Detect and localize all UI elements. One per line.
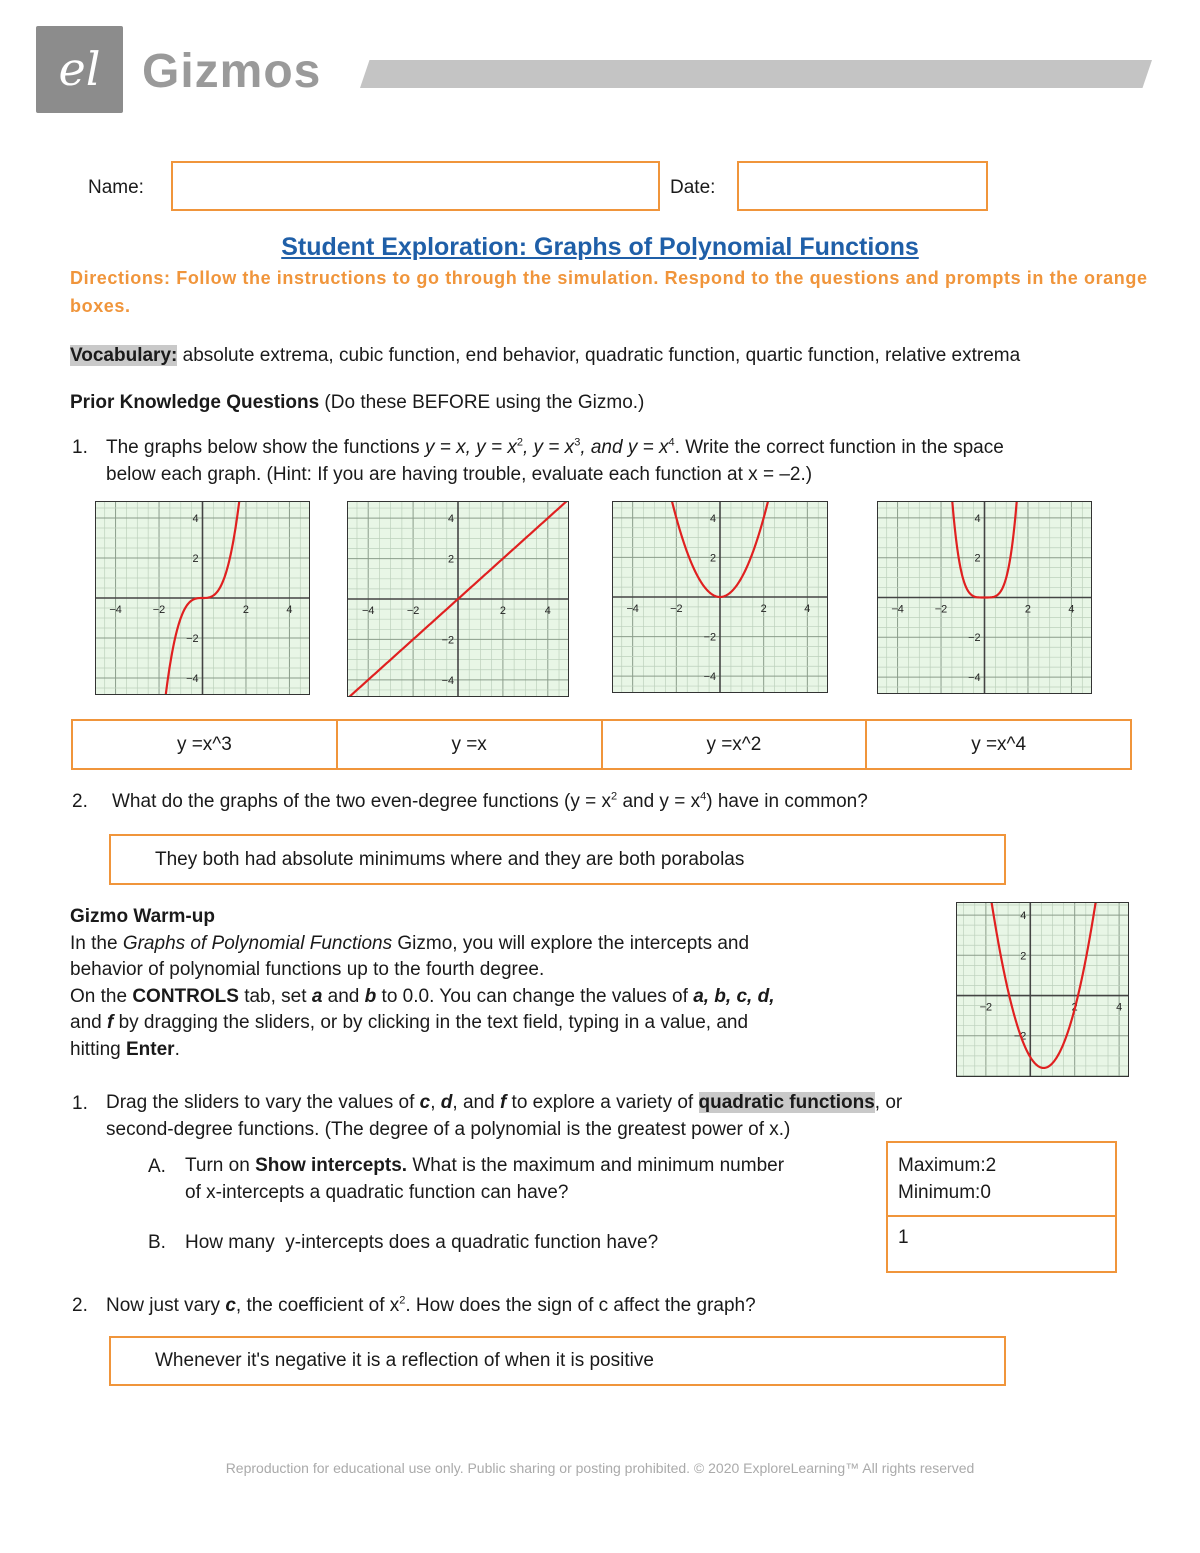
x-tick-label: −4 — [891, 603, 904, 616]
y-tick-label: 2 — [192, 552, 199, 565]
q1-text-line2: below each graph. (Hint: If you are having trouble, evaluate each function at x = –2.) — [106, 463, 813, 485]
logo-glyph: el — [58, 42, 101, 96]
q1-fn2: , y = x — [522, 437, 575, 458]
warm-q1-A-line2: of x-intercepts a quadratic function can have? — [185, 1181, 569, 1203]
graph-linear-svg — [348, 502, 568, 696]
graph-quadratic — [612, 501, 828, 693]
q2-number: 2. — [72, 791, 88, 812]
q1-text — [106, 435, 1166, 488]
x-tick-label: 2 — [1071, 1001, 1078, 1014]
warm-q1-A-a: Turn on — [185, 1155, 256, 1176]
y-tick-label: −4 — [703, 671, 717, 684]
graph-warmup-svg — [957, 903, 1128, 1076]
y-tick-label: 2 — [974, 552, 981, 565]
y-tick-label: −4 — [186, 672, 199, 685]
y-tick-label: −2 — [968, 632, 981, 645]
warm-q1-d: d — [440, 1092, 453, 1113]
x-tick-label: −4 — [361, 604, 375, 617]
y-tick-label: −4 — [441, 674, 455, 687]
y-tick-label: −2 — [1013, 1030, 1027, 1043]
footer-copyright: Reproduction for educational use only. Public sharing or posting prohibited. © 2020 ExploreLearning™ All rights reserved — [225, 1460, 975, 1476]
x-tick-label: −4 — [626, 602, 639, 615]
x-tick-label: −2 — [979, 1001, 993, 1014]
q1-text-b: . Write the correct function in the space — [674, 437, 1004, 458]
vocabulary-label: Vocabulary: — [70, 345, 178, 366]
warm-q2-sup: 2 — [399, 1294, 406, 1307]
warmup-controls: CONTROLS — [132, 985, 239, 1007]
warmup-p1-a: In the — [70, 932, 123, 954]
y-tick-label: −2 — [703, 631, 717, 644]
graph-cubic — [95, 501, 310, 695]
y-tick-label: 2 — [709, 552, 717, 565]
x-tick-label: 2 — [760, 602, 767, 615]
q1-fn3: , and y = x — [580, 437, 669, 458]
q2-sup-a: 2 — [611, 790, 618, 803]
q1-sup4: 4 — [668, 436, 675, 449]
x-tick-label: −2 — [406, 604, 420, 617]
warmup-p1-b: Gizmo, you will explore the intercepts and — [392, 932, 750, 954]
x-tick-label: 4 — [544, 604, 551, 617]
x-tick-label: 4 — [1116, 1001, 1123, 1014]
warm-q1-highlight: quadratic functions — [698, 1092, 875, 1113]
brand-name: Gizmos — [142, 45, 322, 98]
warmup-p1-italic: Graphs of Polynomial Functions — [122, 932, 393, 954]
x-tick-label: −4 — [109, 603, 122, 616]
q1-fn1: y = x, y = x — [424, 437, 517, 458]
min-answer: Minimum:0 — [898, 1181, 991, 1203]
y-intercept-answer-box[interactable] — [886, 1215, 1117, 1273]
warmup-p3-a: On the — [70, 985, 133, 1007]
warm-q1-f: f — [499, 1092, 507, 1113]
y-tick-label: 4 — [709, 512, 717, 525]
x-tick-label: 2 — [499, 604, 506, 617]
answer-cell-3[interactable]: y =x^2 — [603, 721, 868, 768]
answer-cell-2[interactable]: y =x — [338, 721, 603, 768]
warm-q2-answer: Whenever it's negative it is a reflection of when it is positive — [155, 1350, 654, 1371]
y-tick-label: 2 — [447, 553, 455, 566]
warm-q1-B-text: How many y-intercepts does a quadratic function have? — [185, 1232, 659, 1253]
q2-answer-box[interactable] — [109, 834, 1006, 885]
x-tick-label: 2 — [1024, 603, 1032, 616]
directions: Directions: Follow the instructions to go through the simulation. Respond to the questions and prompts in the orange boxes. — [70, 268, 1148, 316]
warmup-p5-a: hitting — [70, 1038, 126, 1060]
warmup-enter: Enter — [125, 1038, 175, 1060]
y-tick-label: 4 — [192, 512, 199, 525]
prior-knowledge-heading — [70, 392, 644, 414]
y-tick-label: −2 — [441, 634, 455, 647]
warmup-var-a: a — [311, 985, 323, 1007]
x-tick-label: −2 — [670, 602, 683, 615]
q1-number: 1. — [72, 437, 88, 458]
explorelearning-logo — [36, 26, 123, 113]
answer-cell-1[interactable]: y =x^3 — [73, 721, 338, 768]
warm-q1-A-text — [185, 1153, 885, 1206]
q1-text-a: The graphs below show the functions — [106, 437, 425, 458]
graph-warmup — [956, 902, 1129, 1077]
q2-answer: They both had absolute minimums where and they are both porabolas — [155, 848, 745, 870]
y-tick-label: 4 — [447, 513, 455, 526]
warm-q1-B-label: B. — [148, 1232, 166, 1253]
warm-q2-text — [106, 1295, 756, 1317]
warm-q1-a: Drag the sliders to vary the values of — [106, 1092, 420, 1113]
q2-text-b: and y = x — [617, 791, 701, 812]
warm-q1-line2: second-degree functions. (The degree of a polynomial is the greatest power of x.) — [106, 1118, 791, 1140]
y-tick-label: −4 — [968, 672, 981, 685]
warm-q1-A-bold: Show intercepts. — [255, 1155, 408, 1176]
warm-q1-c-end: , or — [874, 1092, 903, 1113]
y-tick-label: 4 — [974, 512, 981, 525]
header-bar — [360, 60, 1152, 88]
graph-quartic — [877, 501, 1092, 694]
warmup-var-f: f — [106, 1012, 114, 1033]
q2-text-c: ) have in common? — [706, 791, 868, 812]
vocabulary-text: absolute extrema, cubic function, end behavior, quadratic function, quartic function, relative extrema — [177, 345, 1021, 366]
y-intercept-answer: 1 — [898, 1227, 909, 1248]
name-label: Name: — [88, 177, 144, 198]
graph-quadratic-svg — [613, 502, 827, 692]
x-tick-label: −2 — [934, 603, 948, 616]
answer-cell-4[interactable]: y =x^4 — [971, 733, 1027, 755]
q1-sup3: 3 — [574, 436, 581, 449]
x-tick-label: 4 — [1068, 603, 1075, 616]
prior-heading: Prior Knowledge Questions — [70, 392, 320, 413]
name-field[interactable] — [171, 161, 660, 211]
warmup-vars: a, b, c, d, — [693, 985, 775, 1007]
warm-q1-b: to explore a variety of — [506, 1092, 699, 1113]
warm-q2-b: , the coefficient of x — [235, 1295, 400, 1316]
warm-q1-and: , and — [452, 1092, 500, 1113]
date-field[interactable] — [737, 161, 988, 211]
warmup-p3-b: tab, set — [238, 985, 312, 1007]
warmup-p4-a: and — [70, 1012, 107, 1033]
q1-sup2: 2 — [516, 436, 523, 449]
y-tick-label: 2 — [1020, 950, 1027, 963]
warm-q2-c: c — [225, 1295, 236, 1316]
warmup-p3-and: and — [322, 985, 365, 1007]
warmup-p3-c: to 0.0. You can change the values of — [376, 985, 694, 1007]
warmup-heading: Gizmo Warm-up — [70, 906, 215, 927]
x-tick-label: 2 — [242, 603, 250, 616]
max-answer: Maximum:2 — [898, 1155, 997, 1176]
prior-note: (Do these BEFORE using the Gizmo.) — [319, 392, 645, 413]
warmup-var-b: b — [364, 985, 377, 1007]
warmup-p5-b: . — [174, 1038, 180, 1060]
warm-q2-c-end: . How does the sign of c affect the graph? — [405, 1295, 756, 1316]
warm-q1-text — [106, 1090, 1066, 1143]
q2-text-a: What do the graphs of the two even-degree functions (y = x — [112, 791, 612, 812]
warm-q1-A-b: What is the maximum and minimum number — [407, 1155, 785, 1176]
warm-q2-number: 2. — [72, 1295, 88, 1316]
date-label: Date: — [670, 177, 716, 198]
graph-cubic-svg — [96, 502, 309, 694]
warm-q1-c: c — [419, 1092, 431, 1113]
warm-q1-number: 1. — [72, 1093, 88, 1114]
q2-text — [112, 791, 868, 813]
max-min-answer-box[interactable] — [886, 1141, 1117, 1217]
warm-q1-comma: , — [430, 1092, 441, 1113]
y-tick-label: 4 — [1020, 910, 1027, 923]
q2-sup-b: 4 — [700, 790, 707, 803]
x-tick-label: −2 — [152, 603, 166, 616]
graph-answers-row — [71, 719, 1132, 770]
warmup-section — [70, 904, 930, 1063]
graph-quartic-svg — [878, 502, 1091, 693]
warmup-p2: behavior of polynomial functions up to the fourth degree. — [70, 959, 545, 980]
warm-q1-A-label: A. — [148, 1156, 166, 1177]
x-tick-label: 4 — [286, 603, 293, 616]
x-tick-label: 4 — [804, 602, 811, 615]
graph-linear — [347, 501, 569, 697]
warm-q2-a: Now just vary — [106, 1295, 226, 1316]
vocabulary — [70, 345, 1020, 367]
warm-q2-answer-box[interactable] — [109, 1336, 1006, 1386]
warmup-p4-b: by dragging the sliders, or by clicking in the text field, typing in a value, and — [113, 1012, 749, 1033]
page-title: Student Exploration: Graphs of Polynomial Functions — [281, 233, 919, 261]
y-tick-label: −2 — [186, 632, 199, 645]
